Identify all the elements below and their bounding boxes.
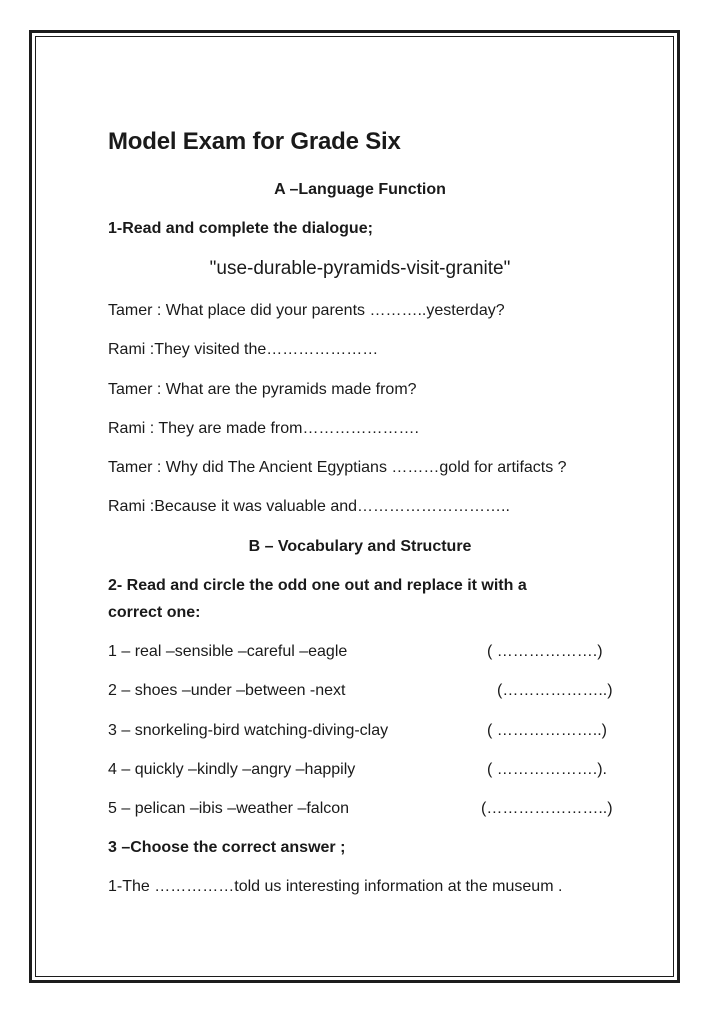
vocab-item-2: 2 – shoes –under –between -next (108, 682, 346, 699)
vocab-answer-blank-5: (…………………..) (481, 800, 613, 817)
vocab-item-1: 1 – real –sensible –careful –eagle (108, 643, 348, 660)
question-1-heading: 1-Read and complete the dialogue; (108, 220, 373, 237)
vocab-answer-blank-1: ( ……………….) (487, 643, 603, 660)
section-b-heading: B – Vocabulary and Structure (248, 538, 472, 555)
dialogue-line-1: Tamer : What place did your parents ………..yesterday? (108, 302, 505, 319)
vocab-item-3: 3 – snorkeling-bird watching-diving-clay (108, 722, 389, 739)
vocab-item-5: 5 – pelican –ibis –weather –falcon (108, 800, 350, 817)
dialogue-line-3: Tamer : What are the pyramids made from? (108, 381, 417, 398)
vocab-answer-blank-4: ( ……………….). (487, 761, 607, 778)
question-3-heading: 3 –Choose the correct answer ; (108, 839, 346, 856)
section-a-heading: A –Language Function (274, 181, 446, 198)
vocab-item-4: 4 – quickly –kindly –angry –happily (108, 761, 356, 778)
dialogue-line-4: Rami : They are made from…………………. (108, 420, 419, 437)
vocab-answer-blank-2: (………………..) (497, 682, 613, 699)
word-bank: "use-durable-pyramids-visit-granite" (209, 258, 511, 279)
dialogue-line-2: Rami :They visited the………………… (108, 341, 379, 358)
question-2-heading-line-1: 2- Read and circle the odd one out and replace it with a (108, 577, 527, 594)
q3-item-1: 1-The ……………told us interesting information at the museum . (108, 878, 563, 895)
dialogue-line-6: Rami :Because it was valuable and……………………….. (108, 498, 510, 515)
vocab-answer-blank-3: ( ………………..) (487, 722, 607, 739)
question-2-heading-line-2: correct one: (108, 604, 201, 621)
exam-title: Model Exam for Grade Six (108, 128, 401, 155)
dialogue-line-5: Tamer : Why did The Ancient Egyptians ………gold for artifacts ? (108, 459, 567, 476)
